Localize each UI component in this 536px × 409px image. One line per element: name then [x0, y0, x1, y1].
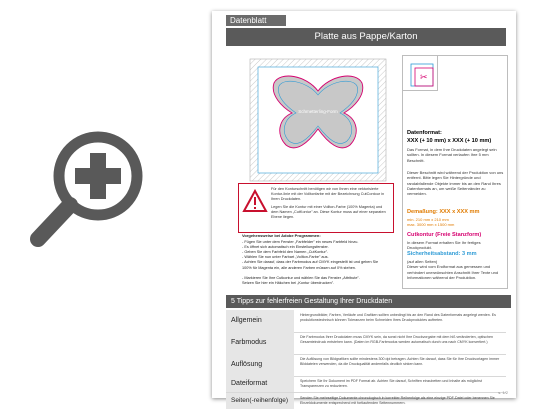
- tip-text: Hintergrundbilder, Farben, Verläufe und Grafiken sollten unbedingt bis an den Rand des Datenformats angelegt werden. Es produktionstechnisch können Toleranzen beim Schneiden Ihres Druckproduktes auftreten.: [300, 313, 496, 322]
- format-text: Das Format, in dem Ihre Druckdaten angelegt sein sollten. In diesem Format verlaufen Ihre 5 mm Beschnitt.: [407, 147, 497, 163]
- cut-contour-heading: Cutkontur (Freie Stanzform): [407, 232, 482, 238]
- tip-label: Auflösung: [226, 354, 294, 376]
- page-title: Platte aus Pappe/Karton: [226, 28, 506, 46]
- format-value: XXX (+ 10 mm) x XXX (+ 10 mm): [407, 138, 492, 144]
- instruction-line: - Fügen Sie unter dem Fenster „Farbfelder" ein neues Farbfeld hinzu.: [242, 240, 359, 245]
- instruction-line: Setzen Sie hier ein Häkchen bei „Kontur überdrucken".: [242, 280, 335, 285]
- tip-row-aufloesung: [226, 354, 506, 377]
- tip-row-allgemein: [226, 310, 506, 333]
- tip-row-farbmodus: [226, 332, 506, 355]
- instructions-heading: Vorgehensweise bei Adobe Programmen:: [242, 233, 321, 238]
- tip-text: Die Auflösung von Bildgrafiken sollte mindestens 300 dpi betragen. Achten Sie darauf, dass Sie für Ihre Druckvorlagen immer Bilddateien verwenden, da die Druckqualität andernfalls deutlich sinken kann.: [300, 357, 500, 366]
- warning-text-2: Legen Sie die Kontur mit einer Vollton-Farbe (100% Magenta) und dem Namen „CutKontur" an. Diese Kontur muss auf einer separaten Ebene liegen.: [271, 205, 386, 219]
- instruction-line: - Wählen Sie nun unter Farbart „Vollton-Farbe" aus.: [242, 255, 329, 260]
- cut-contour-text: In diesem Format erhalten Sie Ihr fertiges Druckprodukt.: [407, 240, 481, 251]
- tip-label: Allgemein: [226, 310, 294, 332]
- format-text-2: Dieser Beschnitt wird während der Produktion von uns entfernt. Bitte legen Sie Hintergründe und randabfallende Objekte immer bis an den Rand Ihres Datenformats an, um weiße Seitenränder zu vermeiden.: [407, 170, 504, 197]
- scissors-icon: ✂: [420, 73, 428, 83]
- tip-label: Farbmodus: [226, 332, 294, 354]
- tip-label: Seiten(-reihenfolge): [226, 393, 294, 409]
- instruction-line: - Es öffnet sich automatisch ein Einstellungsfenster.: [242, 245, 329, 250]
- zoom-in-icon[interactable]: [26, 118, 156, 258]
- datasheet-tab: Datenblatt: [226, 15, 286, 26]
- tip-text: Speichern Sie Ihr Dokument im PDF Format ab. Achten Sie darauf, Schriften einzubetten und Inhalte als möglichst Transparenzen zu reduzieren.: [300, 379, 482, 388]
- instruction-line: - Geben Sie dem Farbfeld den Namen „CutKontur".: [242, 250, 329, 255]
- format-info-panel: [402, 55, 508, 289]
- tip-text: Die Farbmodus Ihrer Druckdaten muss CMYK sein, da sonst nicht Ihre Druckvorgabe mit dem hiß veränderten, optischen Gesamteindruck entstehen kann. (Daten im RGB-Farbmodus werden automatisch durch uns nach CMYK konvertiert.): [300, 335, 493, 344]
- instruction-line: 100% für Magenta ein, alle anderen Farben müssen auf 0% stehen.: [242, 265, 356, 270]
- tips-heading: 5 Tipps zur fehlerfreien Gestaltung Ihrer Druckdaten: [226, 295, 511, 308]
- corner-detail: [403, 56, 438, 91]
- warning-text-1: Für den Konturschnitt benötigen wir von Ihnen eine vektorisierte Kontur-linie mit der Volltonfarbe mit der Bezeichnung CutContour in Ihren Druckdaten.: [271, 187, 385, 201]
- tip-row-dateiformat: [226, 376, 506, 393]
- safety-heading: Sicherheitsabstand: 3 mm: [407, 251, 477, 257]
- final-size-text: min. 210 mm x 210 mm max. 3000 mm x 1500 mm: [407, 217, 455, 228]
- artwork-label: Schmetterling-Form: [298, 109, 338, 114]
- adobe-instructions: [242, 233, 396, 286]
- tip-row-seiten: [226, 393, 506, 409]
- warning-icon: [243, 190, 267, 212]
- safety-text: (auf allen Seiten) Dieser wird vom Endformat aus gemessen und verhindert unerwünschten Anschnitt Ihrer Texte und Informationen während der Produktion.: [407, 259, 499, 280]
- tip-text: Senden Sie mehrseitige Dokumente chronologisch in korrekter Reihenfolge als eine einzige PDF-Datei oder benennen Sie Einzeldokumente entsprechend mit fortlaufenden Seitennummern.: [300, 396, 495, 405]
- cut-contour-warning: [238, 183, 394, 233]
- butterfly-artwork: [242, 55, 392, 185]
- tip-label: Dateiformat: [226, 376, 294, 392]
- instruction-line: - Achten Sie darauf, dass der Farbmodus auf CMYK eingestellt ist und geben Sie: [242, 260, 379, 265]
- datasheet-page: [212, 11, 516, 405]
- final-size-heading: Demaßung: XXX x XXX mm: [407, 209, 480, 215]
- instruction-line: - Markieren Sie Ihre Cutkontur und wählen Sie das Fenster „Attribute".: [242, 275, 360, 280]
- format-heading: Datenformat:: [407, 130, 442, 136]
- page-number: s. 1/2: [498, 390, 508, 395]
